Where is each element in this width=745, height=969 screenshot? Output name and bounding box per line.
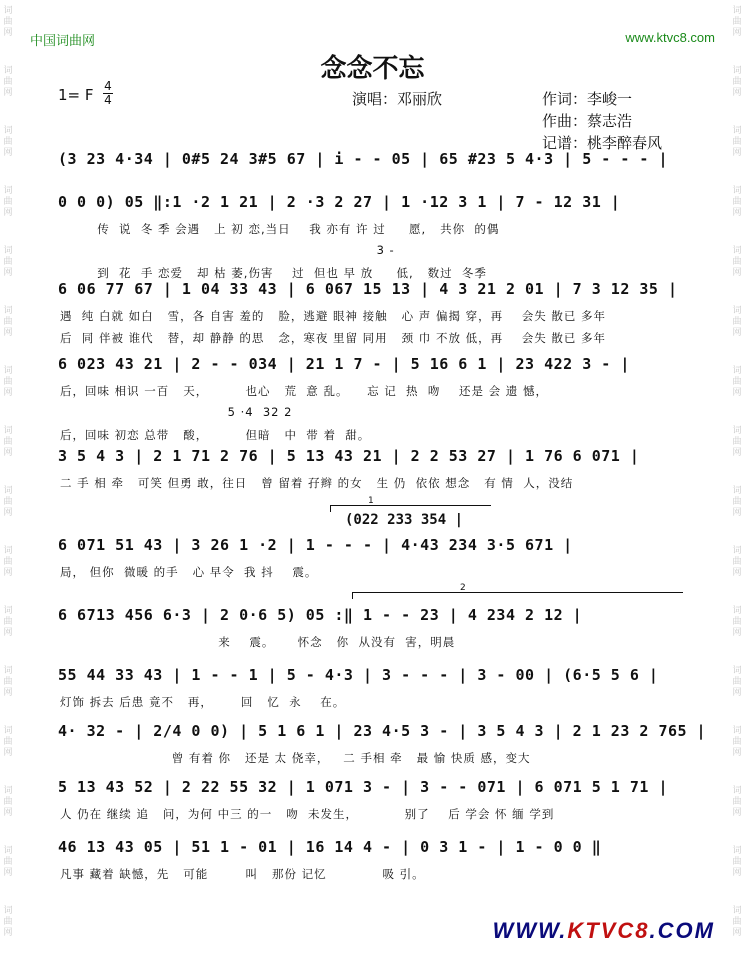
volta-bracket-1 <box>330 505 491 512</box>
volta-number-2: 2 <box>460 583 466 593</box>
notation-line: 4· 32 - | 2/4 0 0) | 5 1 6 1 | 23 4·5 3 - | 3 5 4 3 | 2 1 23 2 765 | <box>58 722 707 740</box>
watermark-text: 词 曲 网 <box>3 6 13 38</box>
song-title: 念念不忘 <box>320 54 425 84</box>
notation-line: 46 13 43 05 | 51 1 - 01 | 16 14 4 - | 0 3 1 - | 1 - 0 0 ‖ <box>58 838 602 856</box>
watermark-text: 词 曲 网 <box>3 366 13 398</box>
volta-number-1: 1 <box>368 496 374 506</box>
site-url[interactable]: www.ktvc8.com <box>625 30 715 45</box>
lyric-line: 5 ·4 32 2 <box>60 405 293 419</box>
meter-bottom: 4 <box>104 93 112 107</box>
notation-line: 6 6713 456 6·3 | 2 0·6 5) 05 :‖ 1 - - 23 | 4 234 2 12 | <box>58 606 583 624</box>
watermark-text: 词 曲 网 <box>3 486 13 518</box>
meter-top: 4 <box>104 79 112 93</box>
notation-line: 6 06 77 67 | 1 04 33 43 | 6 067 15 13 | 4 3 21 2 01 | 7 3 12 35 | <box>58 280 678 298</box>
lyric-line: 局， 但你 微暖 的手 心 早令 我 抖 震。 <box>60 565 318 579</box>
watermark-text: 词 曲 网 <box>732 606 742 638</box>
watermark-text: 词 曲 网 <box>732 366 742 398</box>
notation-line: 6 023 43 21 | 2 - - 034 | 21 1 7 - | 5 16 6 1 | 23 422 3 - | <box>58 355 630 373</box>
watermark-text: 词 曲 网 <box>732 426 742 458</box>
watermark-text: 词 曲 网 <box>732 306 742 338</box>
watermark-text: 词 曲 网 <box>3 66 13 98</box>
lyric-line: 来 震。 怀念 你 从没有 害，明晨 <box>60 635 456 649</box>
watermark-text: 词 曲 网 <box>732 6 742 38</box>
watermark-text: 词 曲 网 <box>3 186 13 218</box>
watermark-text: 词 曲 网 <box>3 426 13 458</box>
singer-credit: 演唱：邓丽欣 <box>352 90 443 108</box>
lyric-line: 后 同 伴被 谁代 替，却 静静 的思 念，寒夜 里留 同用 颈 巾 不放 低，再 会失 散已 多年 <box>60 331 607 345</box>
lyricist-credit: 作词：李峻一 <box>542 90 633 108</box>
site-name-cn[interactable]: 中国词曲网 <box>30 34 96 49</box>
watermark-text: 词 曲 网 <box>732 906 742 938</box>
lyric-line: 遇 纯 白就 如白 雪，各 自害 羞的 脸，逃避 眼神 接触 心 声 偏揭 穿，再 会失 散已 多年 <box>60 309 607 323</box>
transcriber-credit: 记谱：桃李醉春风 <box>542 134 663 152</box>
watermark-text: 词 曲 网 <box>3 846 13 878</box>
lyric-line: 灯饰 拆去 后患 竟不 再， 回 忆 永 在。 <box>60 695 346 709</box>
branch-notes: (022 233 354 | <box>345 512 464 528</box>
lyric-line: 3 - <box>60 243 395 257</box>
watermark-text: 词 曲 网 <box>3 726 13 758</box>
logo-prefix: WWW. <box>492 918 568 943</box>
watermark-text: 词 曲 网 <box>732 846 742 878</box>
watermark-text: 词 曲 网 <box>3 606 13 638</box>
lyric-line: 人 仍在 继续 追 问，为何 中三 的一 吻 未发生， 别了 后 学会 怀 缅 学到 <box>60 807 555 821</box>
lyric-line: 后，回味 初恋 总带 酸， 但暗 中 带 着 甜。 <box>60 428 371 442</box>
lyric-line: 凡事 藏着 缺憾，先 可能 叫 那份 记忆 吸 引。 <box>60 867 425 881</box>
site-logo[interactable] <box>493 918 715 944</box>
watermark-text: 词 曲 网 <box>3 666 13 698</box>
notation-line: 55 44 33 43 | 1 - - 1 | 5 - 4·3 | 3 - - - | 3 - 00 | (6·5 5 6 | <box>58 666 659 684</box>
notation-line: 0 0 0) 05 ‖:1 ·2 1 21 | 2 ·3 2 27 | 1 ·12 3 1 | 7 - 12 31 | <box>58 193 621 211</box>
watermark-text: 词 曲 网 <box>732 546 742 578</box>
watermark-text: 词 曲 网 <box>732 246 742 278</box>
watermark-text: 词 曲 网 <box>3 546 13 578</box>
watermark-text: 词 曲 网 <box>732 186 742 218</box>
notation-line: 6 071 51 43 | 3 26 1 ·2 | 1 - - - | 4·43 234 3·5 671 | <box>58 536 573 554</box>
watermark-text: 词 曲 网 <box>3 246 13 278</box>
watermark-text: 词 曲 网 <box>732 726 742 758</box>
watermark-text: 词 曲 网 <box>3 306 13 338</box>
lyric-line: 到 花 手 恋爱 却 枯 萎,伤害 过 但也 早 放 低, 数过 冬季 <box>60 266 487 280</box>
watermark-text: 词 曲 网 <box>3 906 13 938</box>
watermark-text: 词 曲 网 <box>3 786 13 818</box>
watermark-text: 词 曲 网 <box>732 786 742 818</box>
lyric-line: 传 说 冬 季 会遇 上 初 恋,当日 我 亦有 许 过 愿, 共你 的偶 <box>60 222 500 236</box>
lyric-line: 后，回味 相识 一百 天， 也心 荒 意 乱。 忘 记 热 吻 还是 会 遗 憾， <box>60 384 548 398</box>
watermark-text: 词 曲 网 <box>732 486 742 518</box>
lyric-line: 二 手 相 牵 可笑 但勇 敢，往日 曾 留着 孖辫 的女 生 仍 依依 想念 有 情 人，没结 <box>60 476 574 490</box>
notation-line: (3 23 4·34 | 0#5 24 3#5 67 | i - - 05 | 65 #23 5 4·3 | 5 - - - | <box>58 150 668 168</box>
key-signature: 1= F <box>58 86 94 104</box>
watermark-text: 词 曲 网 <box>732 66 742 98</box>
watermark-text: 词 曲 网 <box>732 666 742 698</box>
notation-line: 5 13 43 52 | 2 22 55 32 | 1 071 3 - | 3 - - 071 | 6 071 5 1 71 | <box>58 778 668 796</box>
time-signature <box>102 80 114 107</box>
notation-line: 3 5 4 3 | 2 1 71 2 76 | 5 13 43 21 | 2 2 53 27 | 1 76 6 071 | <box>58 447 640 465</box>
composer-credit: 作曲：蔡志浩 <box>542 112 633 130</box>
logo-accent: KTVC8 <box>567 918 650 943</box>
watermark-text: 词 曲 网 <box>3 126 13 158</box>
watermark-right <box>729 0 745 969</box>
watermark-left <box>0 0 16 969</box>
watermark-text: 词 曲 网 <box>732 126 742 158</box>
lyric-line: 曾 有着 你 还是 太 侥幸， 二 手相 牵 最 愉 快质 感，变大 <box>60 751 531 765</box>
logo-suffix: .COM <box>649 918 715 943</box>
volta-bracket-2 <box>352 592 683 599</box>
